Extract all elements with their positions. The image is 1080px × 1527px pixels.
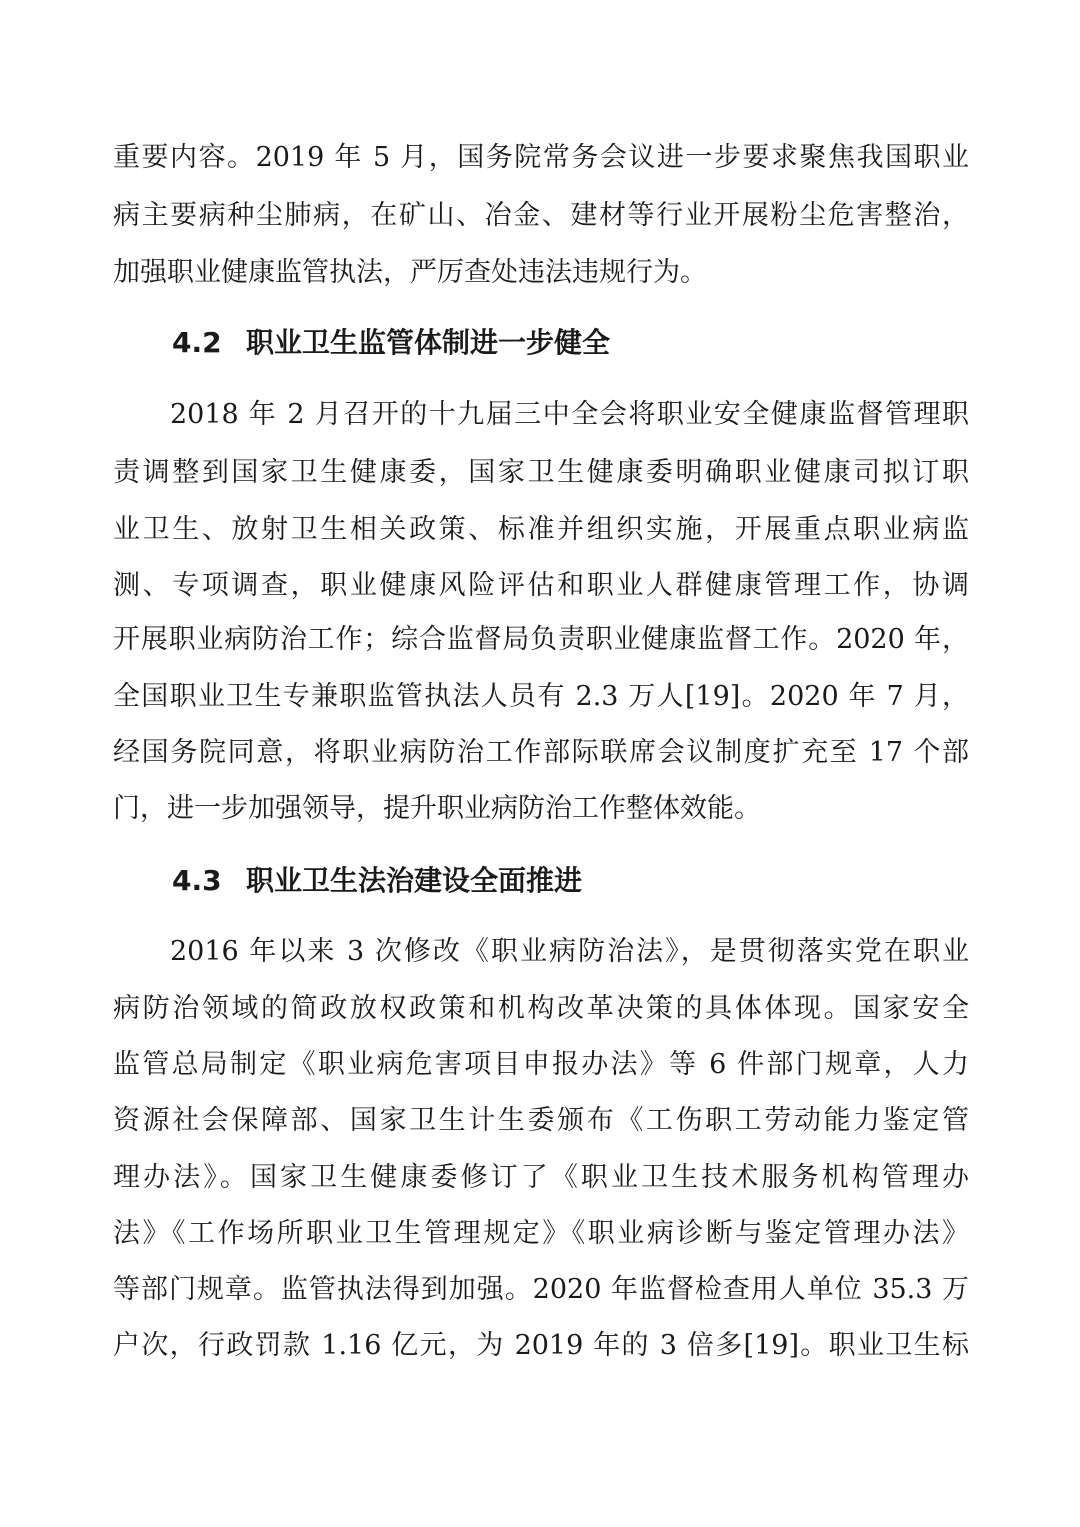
paragraph-line: 2016 年以来 3 次修改《职业病防治法》，是贯彻落实党在职业 [170, 936, 969, 967]
paragraph-line: 加强职业健康监管执法，严厉查处违法违规行为。 [113, 257, 707, 288]
paragraph-line: 法》《工作场所职业卫生管理规定》《职业病诊断与鉴定管理办法》 [113, 1218, 969, 1249]
section-heading [172, 856, 582, 906]
paragraph-line: 理办法》。国家卫生健康委修订了《职业卫生技术服务机构管理办 [113, 1162, 969, 1193]
paragraph-line: 责调整到国家卫生健康委，国家卫生健康委明确职业健康司拟订职 [113, 457, 969, 488]
paragraph-line: 监管总局制定《职业病危害项目申报办法》等 6 件部门规章，人力 [113, 1049, 969, 1080]
paragraph-line: 经国务院同意，将职业病防治工作部际联席会议制度扩充至 17 个部 [113, 737, 969, 768]
paragraph-line: 2018 年 2 月召开的十九届三中全会将职业安全健康监督管理职 [170, 399, 969, 430]
paragraph-line: 户次，行政罚款 1.16 亿元，为 2019 年的 3 倍多[19]。职业卫生标 [113, 1330, 969, 1361]
paragraph-line: 门，进一步加强领导，提升职业病防治工作整体效能。 [113, 793, 761, 824]
section-title: 职业卫生法治建设全面推进 [246, 864, 583, 897]
paragraph-line: 病主要病种尘肺病，在矿山、冶金、建材等行业开展粉尘危害整治， [113, 200, 969, 231]
paragraph-line: 等部门规章。监管执法得到加强。2020 年监督检查用人单位 35.3 万 [113, 1274, 969, 1305]
section-number: 4.3 [172, 864, 222, 897]
paragraph-line: 病防治领域的简政放权政策和机构改革决策的具体体现。国家安全 [113, 993, 969, 1024]
section-number: 4.2 [172, 326, 222, 359]
section-title: 职业卫生监管体制进一步健全 [246, 326, 611, 359]
paragraph-line: 开展职业病防治工作；综合监督局负责职业健康监督工作。2020 年， [113, 624, 969, 655]
paragraph-line: 重要内容。2019 年 5 月，国务院常务会议进一步要求聚焦我国职业 [113, 142, 969, 173]
paragraph-line: 资源社会保障部、国家卫生计生委颁布《工伤职工劳动能力鉴定管 [113, 1105, 969, 1136]
section-heading [172, 318, 610, 368]
paragraph-line: 业卫生、放射卫生相关政策、标准并组织实施，开展重点职业病监 [113, 514, 969, 545]
paragraph-line: 测、专项调查，职业健康风险评估和职业人群健康管理工作，协调 [113, 570, 969, 601]
paragraph-line: 全国职业卫生专兼职监管执法人员有 2.3 万人[19]。2020 年 7 月， [113, 681, 969, 712]
